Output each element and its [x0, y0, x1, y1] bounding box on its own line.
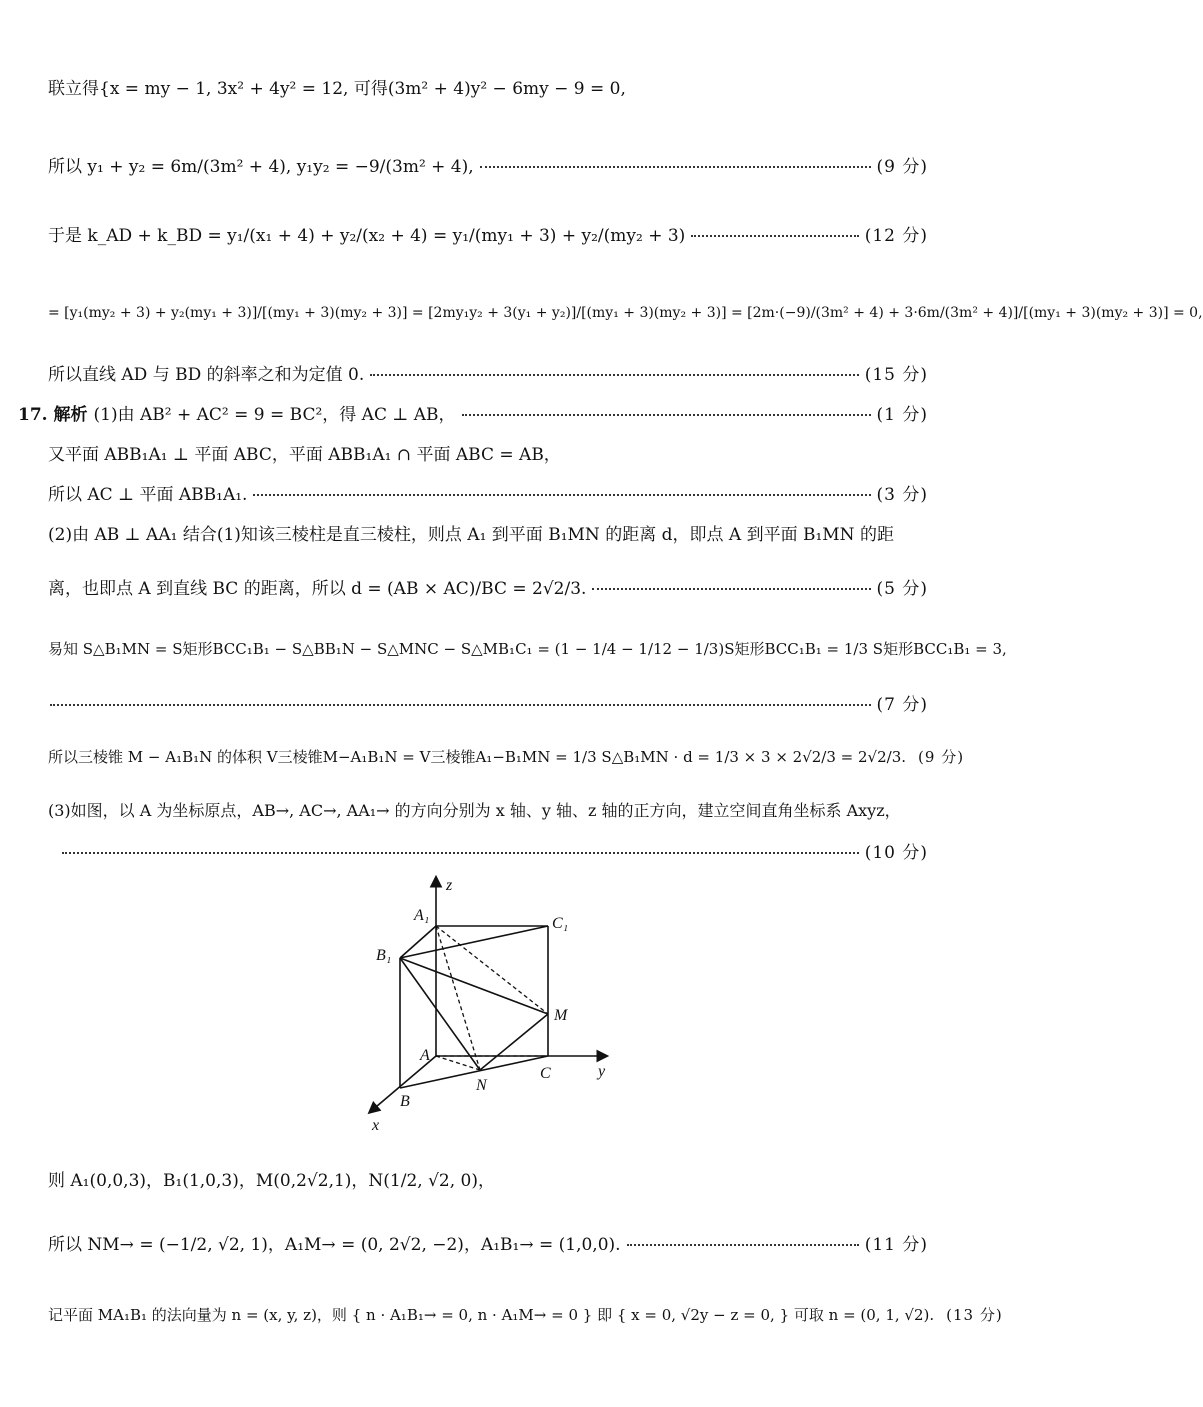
label-M: M: [554, 1007, 568, 1024]
label-N: N: [476, 1077, 487, 1094]
leader-dots: [370, 374, 858, 376]
score: (1 分): [876, 405, 928, 425]
text: 所以 NM→ = (−1/2, √2, 1)，A₁M→ = (0, 2√2, −2)，A₁B₁→ = (1,0,0).: [48, 1235, 621, 1255]
score: (13 分): [946, 1306, 1003, 1324]
label-B1: B₁: [376, 947, 392, 964]
line-l18: [48, 1304, 1003, 1325]
leader-dots: [592, 588, 870, 590]
label-x: x: [372, 1117, 380, 1134]
line-l15: [62, 838, 928, 863]
score: (12 分): [864, 226, 928, 246]
text: 离，也即点 A 到直线 BC 的距离，所以 d = (AB × AC)/BC = 2√2/3.: [48, 579, 587, 599]
score: (5 分): [876, 579, 928, 599]
score: (10 分): [864, 843, 928, 863]
score: (15 分): [864, 365, 928, 385]
text: 所以三棱锥 M − A₁B₁N 的体积 V三棱锥M−A₁B₁N = V三棱锥A₁−B₁MN = 1/3 S△B₁MN · d = 1/3 × 3 × 2√2/3 = 2√2/3.: [48, 748, 907, 766]
text: 所以 y₁ + y₂ = 6m/(3m² + 4), y₁y₂ = −9/(3m² + 4),: [48, 157, 474, 177]
leader-dots: [50, 704, 871, 706]
line-l5: [48, 360, 928, 385]
score: (9 分): [918, 748, 965, 766]
problem-number: 17. 解析: [18, 405, 88, 425]
label-C: C: [540, 1065, 551, 1082]
text: (1)由 AB² + AC² = 9 = BC²，得 AC ⊥ AB，: [93, 405, 456, 425]
line-l6: [18, 400, 928, 425]
leader-dots: [480, 166, 871, 168]
edge-A1-B1: [400, 926, 436, 958]
line-l9: [48, 520, 928, 545]
text: 联立得{x = my − 1, 3x² + 4y² = 12, 可得(3m² + 4)y² − 6my − 9 = 0,: [48, 79, 626, 99]
text: 所以直线 AD 与 BD 的斜率之和为定值 0.: [48, 365, 365, 385]
line-l3: [48, 221, 928, 246]
text: 记平面 MA₁B₁ 的法向量为 n = (x, y, z)，则 { n · A₁B₁→ = 0, n · A₁M→ = 0 } 即 { x = 0, √2y − z = 0, } 可取 n = (0, 1, √2).: [48, 1306, 935, 1324]
label-z: z: [446, 877, 453, 894]
score: (7 分): [876, 695, 928, 715]
line-l17: [48, 1230, 928, 1255]
text: 又平面 ABB₁A₁ ⊥ 平面 ABC，平面 ABB₁A₁ ∩ 平面 ABC = AB，: [48, 445, 561, 465]
label-C1: C₁: [552, 915, 569, 932]
text: 则 A₁(0,0,3)，B₁(1,0,3)，M(0,2√2,1)，N(1/2, √2, 0)，: [48, 1171, 495, 1191]
leader-dots: [62, 852, 859, 854]
line-l1: [48, 74, 928, 99]
line-l2: [48, 152, 928, 177]
label-B: B: [400, 1093, 410, 1110]
leader-dots: [627, 1244, 859, 1246]
leader-dots: [462, 414, 871, 416]
line-l11: [48, 638, 1007, 659]
edge-A1-N: [436, 926, 480, 1070]
leader-dots: [253, 494, 870, 496]
line-l13: [48, 746, 965, 767]
line-l16: [48, 1166, 928, 1191]
edge-A1-M: [436, 926, 548, 1014]
text: 于是 k_AD + k_BD = y₁/(x₁ + 4) + y₂/(x₂ + 4) = y₁/(my₁ + 3) + y₂/(my₂ + 3): [48, 226, 686, 246]
line-l8: [48, 480, 928, 505]
line-l7: [48, 440, 928, 465]
text: (3)如图，以 A 为坐标原点，AB→, AC→, AA₁→ 的方向分别为 x 轴、y 轴、z 轴的正方向，建立空间直角坐标系 Axyz，: [48, 801, 901, 820]
text: 易知 S△B₁MN = S矩形BCC₁B₁ − S△BB₁N − S△MNC − S△MB₁C₁ = (1 − 1/4 − 1/12 − 1/3)S矩形BCC₁B₁ = 1/3 S矩形BCC₁B₁ = 3,: [48, 640, 1007, 658]
label-A1: A₁: [414, 907, 430, 924]
line-l14: [48, 798, 928, 821]
edge-M-N: [480, 1014, 548, 1070]
text: (2)由 AB ⊥ AA₁ 结合(1)知该三棱柱是直三棱柱，则点 A₁ 到平面 B₁MN 的距离 d，即点 A 到平面 B₁MN 的距: [48, 525, 894, 545]
leader-dots: [691, 235, 858, 237]
line-l12: [50, 690, 928, 715]
edge-B1-N: [400, 958, 480, 1070]
score: (11 分): [864, 1235, 928, 1255]
edge-B1-M: [400, 958, 548, 1014]
prism-coordinate-figure: [360, 870, 620, 1140]
score: (3 分): [876, 485, 928, 505]
line-l10: [48, 574, 928, 599]
score: (9 分): [876, 157, 928, 177]
edge-B1-C1: [400, 926, 548, 958]
text: 所以 AC ⊥ 平面 ABB₁A₁.: [48, 485, 248, 505]
label-y: y: [598, 1063, 606, 1080]
text: = [y₁(my₂ + 3) + y₂(my₁ + 3)]/[(my₁ + 3)(my₂ + 3)] = [2my₁y₂ + 3(y₁ + y₂)]/[(my₁ + 3)(my₂ + 3)] = [2m·(−9)/(3m² + 4) + 3·6m/(3m² + 4)]/[(my₁ + 3)(my₂ + 3)] = 0,: [48, 305, 1203, 321]
edge-A-N: [436, 1056, 480, 1070]
line-l4: [48, 305, 1203, 321]
label-A: A: [420, 1047, 430, 1064]
